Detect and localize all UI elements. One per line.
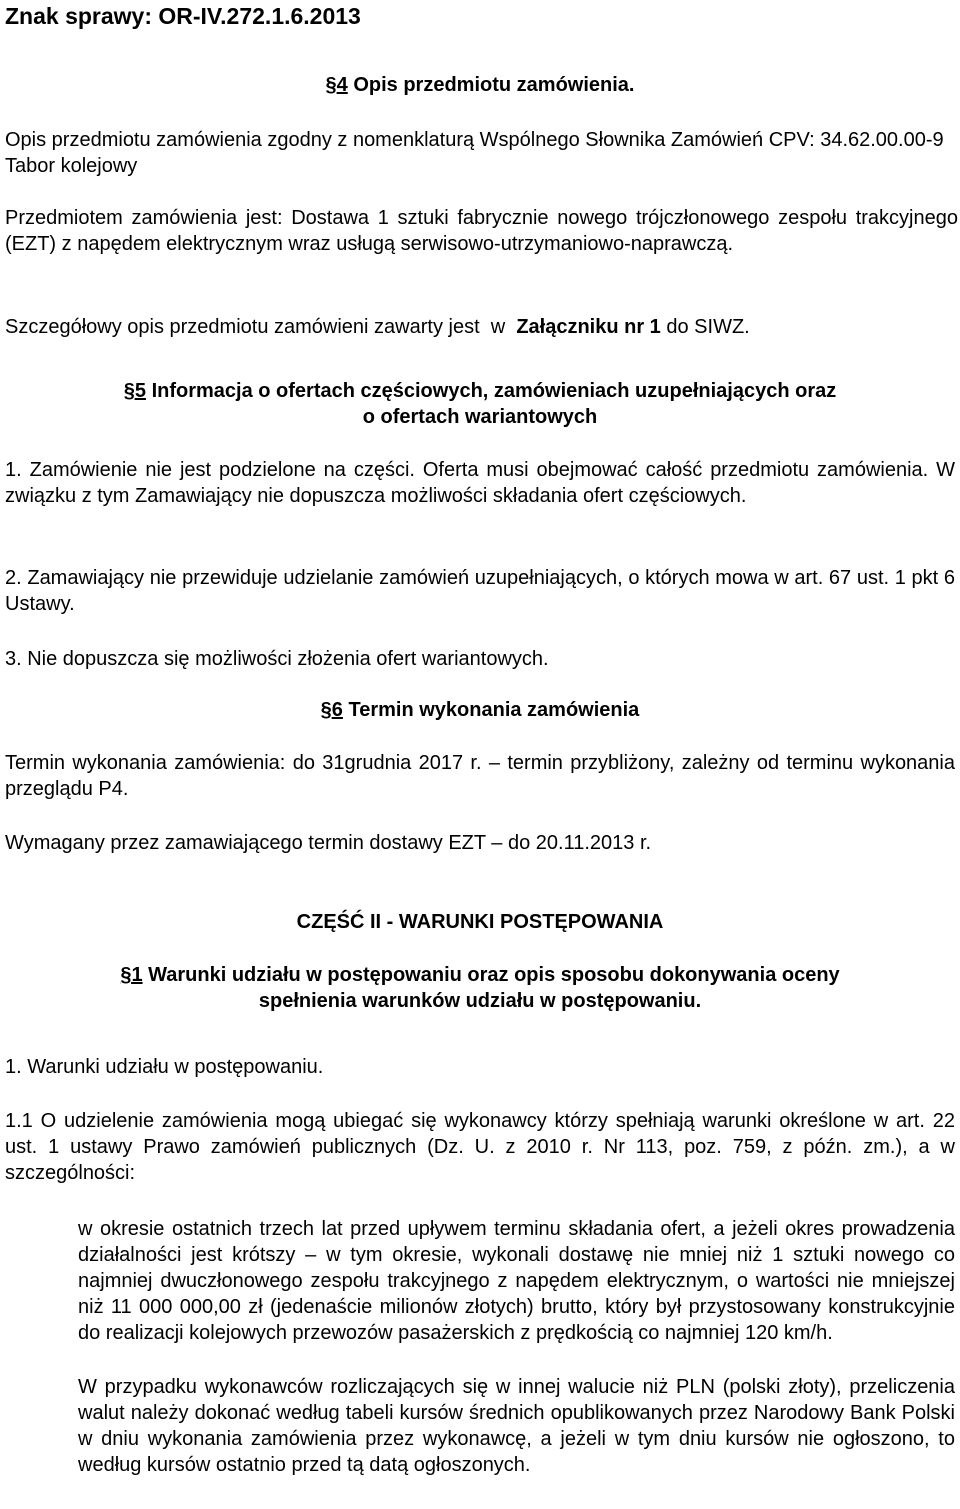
section-6-heading — [5, 697, 955, 723]
part-2-heading: CZĘŚĆ II - WARUNKI POSTĘPOWANIA — [296, 911, 664, 933]
section-5-title-line1: Informacja o ofertach częściowych, zamówieniach uzupełniających oraz — [151, 380, 837, 402]
cpv-paragraph: Opis przedmiotu zamówienia zgodny z nomenklaturą Wspólnego Słownika Zamówień CPV: 34.62.00.00-9 Tabor kolejowy — [5, 129, 944, 177]
section-4-number: §4 — [325, 74, 348, 96]
section-5-number: §5 — [123, 380, 146, 402]
detail-paragraph — [5, 314, 955, 340]
section-5-heading — [5, 378, 955, 430]
subject-paragraph: Przedmiotem zamówienia jest: Dostawa 1 sztuki fabrycznie nowego trójczłonowego zespołu trakcyjnego (EZT) z napędem elektrycznym wraz usługą serwisowo-utrzymaniowo-naprawczą. — [5, 207, 958, 255]
section-sign-icon: § — [320, 699, 332, 721]
section-1-number: §1 — [120, 964, 143, 986]
delivery-date-paragraph: Wymagany przez zamawiającego termin dostawy EZT – do 20.11.2013 r. — [5, 832, 652, 854]
conditions-item-1-1: 1.1 O udzielenie zamówienia mogą ubiegać się wykonawcy którzy spełniają warunki określone w art. 22 ust. 1 ustawy Prawo zamówień publicznych (Dz. U. z 2010 r. Nr 113, poz. 759, z późn. zm.), a w szczególności: — [5, 1110, 955, 1184]
condition-experience: w okresie ostatnich trzech lat przed upływem terminu składania ofert, a jeżeli okres prowadzenia działalności jest krótszy – w tym okresie, wykonali dostawę nie mniej niż 1 sztuki nowego co najmniej dwuczłonowego zespołu trakcyjnego z napędem elektrycznym, o wartości nie mniejszej niż 11 000 000,00 zł (jedenaście milionów złotych) brutto, który był przystosowany konstrukcyjnie do realizacji kolejowych przewozów pasażerskich z prędkością co najmniej 120 km/h. — [78, 1218, 955, 1344]
condition-currency: W przypadku wykonawców rozliczających się w innej walucie niż PLN (polski złoty), przeliczenia walut należy dokonać według tabeli kursów średnich opublikowanych przez Narodowy Bank Polski w dniu wykonania zamówienia przez wykonawcę, a jeżeli w tym dniu kursów nie ogłoszono, to według kursów ostatnio przed tą datą ogłoszonych. — [78, 1376, 955, 1476]
s5-point-3: 3. Nie dopuszcza się możliwości złożenia ofert wariantowych. — [5, 648, 549, 670]
s5-point-1: 1. Zamówienie nie jest podzielone na części. Oferta musi obejmować całość przedmiotu zamówienia. W związku z tym Zamawiający nie dopuszcza możliwości składania ofert częściowych. — [5, 459, 955, 507]
section-sign-icon: § — [123, 380, 135, 402]
case-reference: Znak sprawy: OR-IV.272.1.6.2013 — [5, 3, 361, 29]
section-5-title-line2: o ofertach wariantowych — [362, 406, 598, 428]
conditions-item-1: 1. Warunki udziału w postępowaniu. — [5, 1056, 324, 1078]
section-4-title: Opis przedmiotu zamówienia. — [353, 74, 635, 96]
section-sign-icon: § — [325, 74, 337, 96]
section-1-heading — [5, 962, 955, 1014]
s5-point-2: 2. Zamawiający nie przewiduje udzielanie zamówień uzupełniających, o których mowa w art. 67 ust. 1 pkt 6 Ustawy. — [5, 567, 955, 615]
section-6-title: Termin wykonania zamówienia — [348, 699, 640, 721]
section-6-number: §6 — [320, 699, 343, 721]
section-1-title-line2: spełnienia warunków udziału w postępowaniu. — [258, 990, 702, 1012]
section-4-heading — [5, 72, 955, 98]
deadline-paragraph: Termin wykonania zamówienia: do 31grudnia 2017 r. – termin przybliżony, zależny od terminu wykonania przeglądu P4. — [5, 752, 955, 800]
section-sign-icon: § — [120, 964, 132, 986]
section-1-line1 — [5, 962, 955, 988]
section-5-line1 — [5, 378, 955, 404]
detail-suffix: do SIWZ. — [660, 316, 750, 338]
detail-text: Szczegółowy opis przedmiotu zamówieni zawarty jest w — [5, 316, 517, 338]
section-1-title-line1: Warunki udziału w postępowaniu oraz opis sposobu dokonywania oceny — [148, 964, 840, 986]
attachment-ref: Załączniku nr 1 — [516, 316, 661, 338]
